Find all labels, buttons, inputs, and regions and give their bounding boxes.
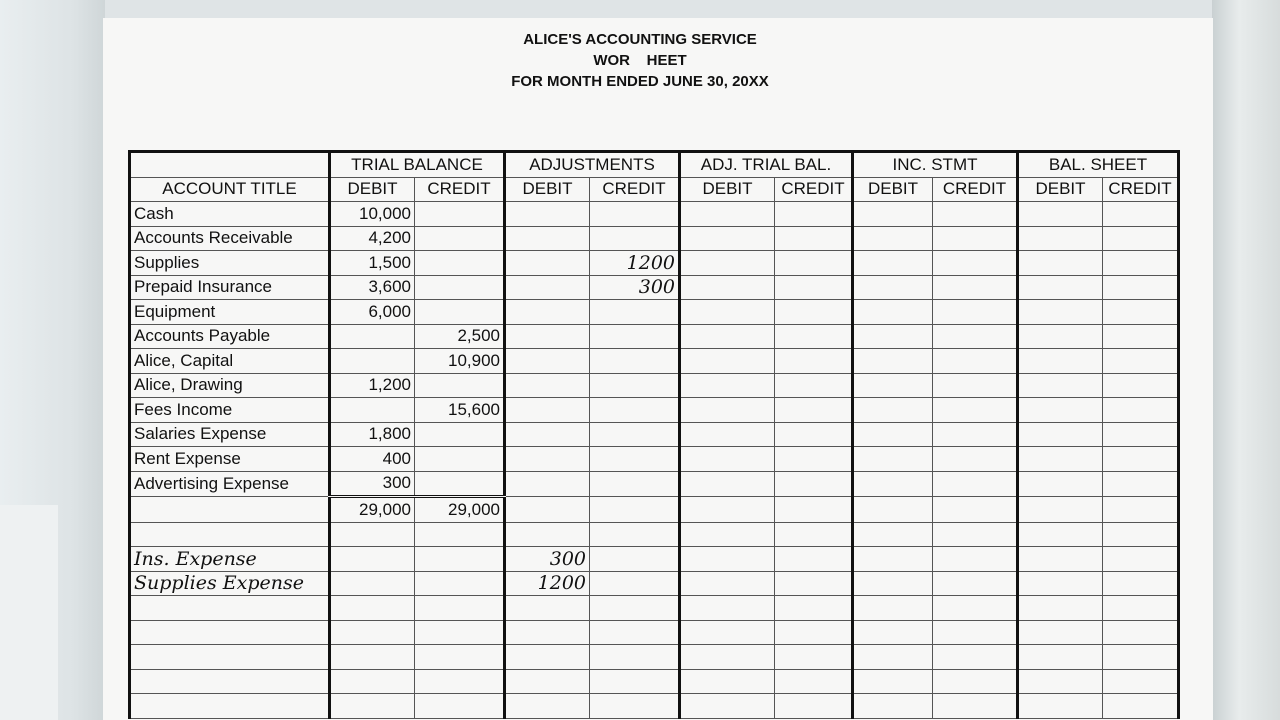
- bs-debit-cell: [1018, 300, 1103, 325]
- account-title-cell: Equipment: [130, 300, 330, 325]
- is-debit-cell: [853, 571, 933, 596]
- atb-debit-cell: [680, 275, 775, 300]
- adj-credit-cell: [590, 620, 680, 645]
- account-title-cell: Alice, Drawing: [130, 373, 330, 398]
- atb-debit-cell: [680, 620, 775, 645]
- tb-debit-cell: [330, 571, 415, 596]
- tb-credit-cell: [415, 300, 505, 325]
- atb-debit-cell: [680, 349, 775, 374]
- atb-credit-cell: [775, 447, 853, 472]
- bs-credit-header: CREDIT: [1103, 177, 1179, 202]
- adj-credit-cell: [590, 547, 680, 572]
- adj-credit-cell: [590, 645, 680, 670]
- group-header-adj-trial-bal: ADJ. TRIAL BAL.: [680, 152, 853, 178]
- bs-debit-cell: [1018, 398, 1103, 423]
- adj-debit-cell: 1200: [505, 571, 590, 596]
- is-credit-cell: [933, 373, 1018, 398]
- worksheet-row: [130, 324, 1179, 349]
- is-debit-cell: [853, 349, 933, 374]
- account-title-cell: Alice, Capital: [130, 349, 330, 374]
- worksheet-row: [130, 522, 1179, 547]
- bs-debit-cell: [1018, 522, 1103, 547]
- is-credit-cell: [933, 694, 1018, 719]
- tb-debit-cell: [330, 349, 415, 374]
- is-debit-cell: [853, 324, 933, 349]
- atb-credit-cell: [775, 571, 853, 596]
- is-credit-cell: [933, 251, 1018, 276]
- tb-credit-cell: 29,000: [415, 497, 505, 523]
- adj-credit-cell: [590, 522, 680, 547]
- adj-credit-cell: [590, 202, 680, 227]
- is-credit-cell: [933, 669, 1018, 694]
- adj-debit-cell: [505, 324, 590, 349]
- tb-credit-cell: [415, 373, 505, 398]
- adj-debit-cell: [505, 349, 590, 374]
- group-header-trial-balance: TRIAL BALANCE: [330, 152, 505, 178]
- adj-credit-cell: [590, 669, 680, 694]
- account-title-cell: [130, 596, 330, 621]
- bs-debit-cell: [1018, 349, 1103, 374]
- company-name: ALICE'S ACCOUNTING SERVICE: [523, 31, 757, 48]
- is-credit-cell: [933, 571, 1018, 596]
- adj-debit-cell: [505, 373, 590, 398]
- bs-credit-cell: [1103, 620, 1179, 645]
- bs-debit-cell: [1018, 694, 1103, 719]
- bs-credit-cell: [1103, 522, 1179, 547]
- adj-debit-header: DEBIT: [505, 177, 590, 202]
- is-credit-cell: [933, 447, 1018, 472]
- adj-debit-cell: [505, 226, 590, 251]
- atb-credit-cell: [775, 226, 853, 251]
- worksheet-row: [130, 251, 1179, 276]
- atb-debit-cell: [680, 447, 775, 472]
- is-credit-cell: [933, 547, 1018, 572]
- worksheet-row: [130, 398, 1179, 423]
- is-debit-cell: [853, 226, 933, 251]
- adj-debit-cell: [505, 300, 590, 325]
- adj-credit-cell: [590, 373, 680, 398]
- worksheet-row: [130, 202, 1179, 227]
- is-debit-cell: [853, 251, 933, 276]
- bs-credit-cell: [1103, 497, 1179, 523]
- account-title-cell: Accounts Payable: [130, 324, 330, 349]
- account-title-cell: [130, 522, 330, 547]
- bs-debit-cell: [1018, 202, 1103, 227]
- account-title-cell: [130, 497, 330, 523]
- bs-debit-cell: [1018, 373, 1103, 398]
- adj-credit-cell: [590, 471, 680, 497]
- bs-credit-cell: [1103, 694, 1179, 719]
- background-right: [1212, 0, 1280, 720]
- is-credit-cell: [933, 596, 1018, 621]
- adj-credit-cell: [590, 447, 680, 472]
- adj-debit-cell: [505, 275, 590, 300]
- bs-credit-cell: [1103, 422, 1179, 447]
- is-debit-cell: [853, 645, 933, 670]
- bs-debit-cell: [1018, 275, 1103, 300]
- is-credit-cell: [933, 620, 1018, 645]
- bs-credit-cell: [1103, 571, 1179, 596]
- is-credit-cell: [933, 645, 1018, 670]
- atb-credit-cell: [775, 398, 853, 423]
- is-debit-header: DEBIT: [853, 177, 933, 202]
- is-debit-cell: [853, 202, 933, 227]
- bs-credit-cell: [1103, 596, 1179, 621]
- account-title-header-top: [130, 152, 330, 178]
- account-title-cell: Fees Income: [130, 398, 330, 423]
- background-left: [0, 0, 105, 720]
- tb-credit-cell: [415, 547, 505, 572]
- bs-debit-cell: [1018, 497, 1103, 523]
- adj-debit-cell: [505, 398, 590, 423]
- tb-credit-cell: 2,500: [415, 324, 505, 349]
- worksheet-row: [130, 645, 1179, 670]
- adj-debit-cell: [505, 596, 590, 621]
- bs-debit-cell: [1018, 620, 1103, 645]
- tb-credit-cell: [415, 620, 505, 645]
- tb-credit-cell: [415, 694, 505, 719]
- account-title-cell: Accounts Receivable: [130, 226, 330, 251]
- bs-credit-cell: [1103, 373, 1179, 398]
- atb-debit-cell: [680, 694, 775, 719]
- bs-credit-cell: [1103, 349, 1179, 374]
- atb-debit-cell: [680, 422, 775, 447]
- bs-credit-cell: [1103, 447, 1179, 472]
- worksheet-row: [130, 422, 1179, 447]
- is-credit-cell: [933, 497, 1018, 523]
- tb-debit-cell: [330, 669, 415, 694]
- adj-credit-cell: [590, 596, 680, 621]
- is-debit-cell: [853, 620, 933, 645]
- adj-credit-cell: [590, 226, 680, 251]
- tb-debit-cell: [330, 694, 415, 719]
- account-title-header: ACCOUNT TITLE: [130, 177, 330, 202]
- adj-debit-cell: [505, 620, 590, 645]
- bs-debit-cell: [1018, 596, 1103, 621]
- atb-debit-cell: [680, 202, 775, 227]
- atb-debit-cell: [680, 596, 775, 621]
- atb-debit-cell: [680, 547, 775, 572]
- atb-credit-cell: [775, 373, 853, 398]
- tb-credit-cell: [415, 669, 505, 694]
- account-title-cell: [130, 669, 330, 694]
- is-debit-cell: [853, 669, 933, 694]
- is-debit-cell: [853, 275, 933, 300]
- bs-debit-cell: [1018, 471, 1103, 497]
- atb-credit-cell: [775, 349, 853, 374]
- is-debit-cell: [853, 694, 933, 719]
- worksheet-row: [130, 497, 1179, 523]
- is-credit-cell: [933, 275, 1018, 300]
- account-title-cell: Ins. Expense: [130, 547, 330, 572]
- adj-credit-cell: [590, 300, 680, 325]
- tb-credit-cell: [415, 596, 505, 621]
- tb-debit-cell: 4,200: [330, 226, 415, 251]
- atb-credit-cell: [775, 300, 853, 325]
- worksheet-row: [130, 620, 1179, 645]
- adj-debit-cell: [505, 694, 590, 719]
- adj-debit-cell: [505, 202, 590, 227]
- atb-credit-cell: [775, 422, 853, 447]
- adj-credit-cell: [590, 398, 680, 423]
- atb-credit-header: CREDIT: [775, 177, 853, 202]
- worksheet-row: [130, 275, 1179, 300]
- tb-debit-cell: [330, 620, 415, 645]
- is-debit-cell: [853, 596, 933, 621]
- account-title-cell: Rent Expense: [130, 447, 330, 472]
- adj-debit-cell: [505, 422, 590, 447]
- account-title-cell: [130, 645, 330, 670]
- bs-debit-cell: [1018, 226, 1103, 251]
- tb-credit-cell: [415, 522, 505, 547]
- atb-debit-cell: [680, 398, 775, 423]
- bs-credit-cell: [1103, 645, 1179, 670]
- atb-credit-cell: [775, 669, 853, 694]
- atb-credit-cell: [775, 275, 853, 300]
- tb-debit-cell: 400: [330, 447, 415, 472]
- is-credit-cell: [933, 300, 1018, 325]
- is-debit-cell: [853, 547, 933, 572]
- adj-credit-cell: 1200: [590, 251, 680, 276]
- worksheet-row: [130, 571, 1179, 596]
- is-credit-cell: [933, 471, 1018, 497]
- account-title-cell: Supplies: [130, 251, 330, 276]
- adj-credit-cell: [590, 694, 680, 719]
- worksheet-row: [130, 547, 1179, 572]
- group-header-adjustments: ADJUSTMENTS: [505, 152, 680, 178]
- worksheet-row: [130, 300, 1179, 325]
- is-credit-cell: [933, 202, 1018, 227]
- worksheet-row: [130, 447, 1179, 472]
- tb-credit-cell: [415, 571, 505, 596]
- adj-debit-cell: [505, 497, 590, 523]
- adj-debit-cell: [505, 522, 590, 547]
- atb-debit-cell: [680, 373, 775, 398]
- atb-credit-cell: [775, 497, 853, 523]
- atb-debit-cell: [680, 300, 775, 325]
- tb-credit-cell: [415, 275, 505, 300]
- tb-debit-cell: 1,200: [330, 373, 415, 398]
- tb-credit-cell: [415, 226, 505, 251]
- worksheet-row: [130, 596, 1179, 621]
- tb-credit-cell: 15,600: [415, 398, 505, 423]
- atb-debit-cell: [680, 497, 775, 523]
- adj-credit-cell: [590, 422, 680, 447]
- tb-debit-cell: 1,800: [330, 422, 415, 447]
- atb-credit-cell: [775, 471, 853, 497]
- account-title-cell: [130, 694, 330, 719]
- is-credit-cell: [933, 422, 1018, 447]
- bs-debit-cell: [1018, 669, 1103, 694]
- is-debit-cell: [853, 300, 933, 325]
- bs-credit-cell: [1103, 547, 1179, 572]
- account-title-cell: [130, 620, 330, 645]
- is-debit-cell: [853, 422, 933, 447]
- bs-credit-cell: [1103, 202, 1179, 227]
- tb-debit-cell: 10,000: [330, 202, 415, 227]
- worksheet-table: [128, 150, 1180, 719]
- group-header-bal-sheet: BAL. SHEET: [1018, 152, 1179, 178]
- atb-credit-cell: [775, 620, 853, 645]
- tb-credit-cell: [415, 447, 505, 472]
- atb-credit-cell: [775, 251, 853, 276]
- account-title-cell: Prepaid Insurance: [130, 275, 330, 300]
- atb-debit-cell: [680, 522, 775, 547]
- atb-debit-cell: [680, 571, 775, 596]
- group-header-inc-stmt: INC. STMT: [853, 152, 1018, 178]
- bs-debit-header: DEBIT: [1018, 177, 1103, 202]
- bs-debit-cell: [1018, 422, 1103, 447]
- bs-debit-cell: [1018, 645, 1103, 670]
- is-credit-header: CREDIT: [933, 177, 1018, 202]
- atb-credit-cell: [775, 324, 853, 349]
- is-debit-cell: [853, 497, 933, 523]
- is-debit-cell: [853, 398, 933, 423]
- tb-debit-header: DEBIT: [330, 177, 415, 202]
- tb-debit-cell: 29,000: [330, 497, 415, 523]
- adj-debit-cell: [505, 645, 590, 670]
- tb-debit-cell: [330, 398, 415, 423]
- adj-debit-cell: [505, 669, 590, 694]
- atb-credit-cell: [775, 596, 853, 621]
- bs-debit-cell: [1018, 324, 1103, 349]
- atb-debit-header: DEBIT: [680, 177, 775, 202]
- worksheet-row: [130, 669, 1179, 694]
- is-credit-cell: [933, 324, 1018, 349]
- bs-credit-cell: [1103, 275, 1179, 300]
- adj-debit-cell: [505, 471, 590, 497]
- bs-credit-cell: [1103, 324, 1179, 349]
- adj-credit-cell: [590, 349, 680, 374]
- tb-debit-cell: [330, 645, 415, 670]
- account-title-cell: Cash: [130, 202, 330, 227]
- tb-credit-cell: [415, 251, 505, 276]
- tb-debit-cell: [330, 324, 415, 349]
- adj-debit-cell: [505, 251, 590, 276]
- tb-debit-cell: 300: [330, 471, 415, 497]
- account-title-cell: Supplies Expense: [130, 571, 330, 596]
- tb-credit-cell: [415, 471, 505, 497]
- tb-credit-header: CREDIT: [415, 177, 505, 202]
- adj-debit-cell: 300: [505, 547, 590, 572]
- tb-debit-cell: 1,500: [330, 251, 415, 276]
- bs-debit-cell: [1018, 251, 1103, 276]
- adj-credit-cell: [590, 324, 680, 349]
- is-credit-cell: [933, 398, 1018, 423]
- is-credit-cell: [933, 349, 1018, 374]
- bs-debit-cell: [1018, 447, 1103, 472]
- atb-credit-cell: [775, 694, 853, 719]
- period-line: FOR MONTH ENDED JUNE 30, 20XX: [511, 73, 769, 90]
- is-debit-cell: [853, 447, 933, 472]
- tb-credit-cell: [415, 202, 505, 227]
- tb-debit-cell: [330, 522, 415, 547]
- is-debit-cell: [853, 373, 933, 398]
- tb-credit-cell: 10,900: [415, 349, 505, 374]
- atb-credit-cell: [775, 202, 853, 227]
- atb-credit-cell: [775, 547, 853, 572]
- atb-debit-cell: [680, 226, 775, 251]
- adj-credit-cell: [590, 497, 680, 523]
- bs-credit-cell: [1103, 251, 1179, 276]
- atb-credit-cell: [775, 522, 853, 547]
- atb-debit-cell: [680, 669, 775, 694]
- adj-credit-header: CREDIT: [590, 177, 680, 202]
- bs-credit-cell: [1103, 226, 1179, 251]
- adj-debit-cell: [505, 447, 590, 472]
- tb-debit-cell: 6,000: [330, 300, 415, 325]
- worksheet-row: [130, 349, 1179, 374]
- bs-debit-cell: [1018, 547, 1103, 572]
- background-panel: [0, 505, 58, 720]
- atb-credit-cell: [775, 645, 853, 670]
- adj-credit-cell: 300: [590, 275, 680, 300]
- form-title: WOR HEET: [593, 52, 687, 69]
- tb-credit-cell: [415, 422, 505, 447]
- worksheet-row: [130, 694, 1179, 719]
- bs-debit-cell: [1018, 571, 1103, 596]
- bs-credit-cell: [1103, 300, 1179, 325]
- atb-debit-cell: [680, 324, 775, 349]
- is-debit-cell: [853, 471, 933, 497]
- is-credit-cell: [933, 226, 1018, 251]
- tb-debit-cell: [330, 596, 415, 621]
- is-credit-cell: [933, 522, 1018, 547]
- is-debit-cell: [853, 522, 933, 547]
- bs-credit-cell: [1103, 669, 1179, 694]
- bs-credit-cell: [1103, 471, 1179, 497]
- worksheet-row: [130, 226, 1179, 251]
- tb-debit-cell: 3,600: [330, 275, 415, 300]
- tb-debit-cell: [330, 547, 415, 572]
- worksheet-row: [130, 471, 1179, 497]
- bs-credit-cell: [1103, 398, 1179, 423]
- account-title-cell: Salaries Expense: [130, 422, 330, 447]
- account-title-cell: Advertising Expense: [130, 471, 330, 497]
- atb-debit-cell: [680, 251, 775, 276]
- atb-debit-cell: [680, 645, 775, 670]
- tb-credit-cell: [415, 645, 505, 670]
- adj-credit-cell: [590, 571, 680, 596]
- worksheet-row: [130, 373, 1179, 398]
- atb-debit-cell: [680, 471, 775, 497]
